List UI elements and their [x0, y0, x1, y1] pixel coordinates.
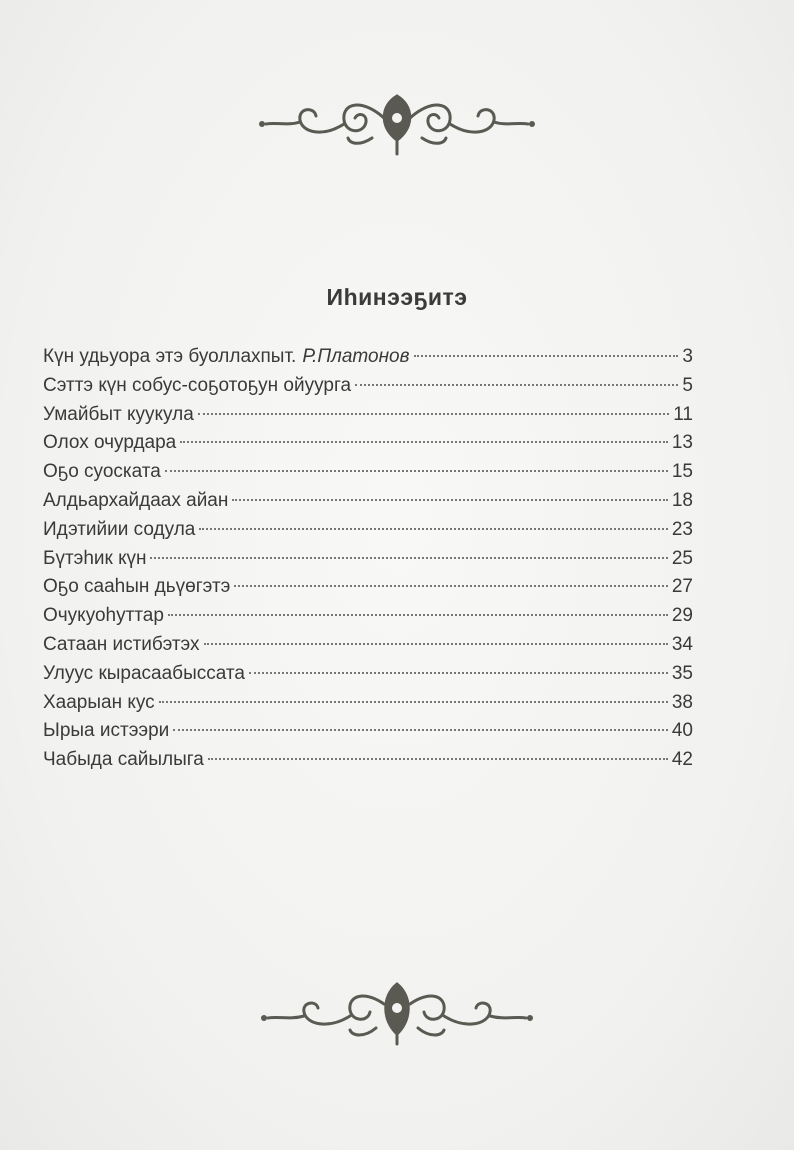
toc-entry-title: Күн удьуора этэ буоллахпыт.	[43, 346, 297, 367]
contents-title: Иһинээҕитэ	[326, 284, 468, 310]
toc-entry[interactable]	[43, 631, 693, 660]
dot-leader	[414, 355, 679, 357]
toc-page-number: 40	[671, 720, 693, 742]
toc-entry-title: Олох очурдара	[43, 432, 177, 454]
toc-page-number: 18	[671, 489, 693, 511]
toc-entry-title: Чабыда сайылыга	[43, 749, 204, 771]
toc-page-number: 15	[671, 461, 693, 483]
toc-page-number: 42	[671, 749, 693, 771]
bottom-ornament-icon	[252, 978, 542, 1048]
toc-page-number: 23	[671, 518, 693, 540]
dot-leader	[165, 470, 668, 472]
dot-leader	[173, 729, 668, 731]
dot-leader	[204, 643, 668, 645]
toc-entry-author: Р.Платонов	[302, 346, 410, 367]
toc-entry[interactable]	[43, 458, 693, 487]
toc-entry[interactable]	[43, 746, 693, 775]
toc-page-number: 3	[682, 346, 693, 367]
toc-entry-title: Оҕо суоската	[43, 461, 161, 483]
table-of-contents	[43, 343, 693, 775]
dot-leader	[150, 557, 667, 559]
toc-entry-title: Очукуоһуттар	[43, 605, 164, 627]
toc-entry-title: Ырыа истээри	[43, 720, 170, 742]
toc-entry[interactable]	[43, 372, 693, 401]
dot-leader	[234, 585, 668, 587]
toc-page-number: 13	[671, 432, 693, 454]
dot-leader	[208, 758, 668, 760]
toc-page-number: 11	[673, 403, 693, 425]
toc-entry[interactable]	[43, 573, 693, 602]
toc-entry-title: Хаарыан кус	[43, 691, 155, 713]
toc-page-number: 29	[671, 605, 693, 627]
toc-entry[interactable]	[43, 602, 693, 631]
toc-entry-title: Умайбыт куукула	[43, 403, 194, 425]
toc-entry-title: Сатаан истибэтэх	[43, 633, 200, 655]
toc-entry[interactable]	[43, 660, 693, 689]
toc-page-number: 35	[671, 662, 693, 684]
toc-entry-title: Улуус кырасаабыссата	[43, 662, 245, 684]
toc-entry-title: Алдьархайдаах айан	[43, 489, 229, 511]
toc-entry[interactable]	[43, 689, 693, 718]
toc-entry[interactable]	[43, 343, 693, 372]
dot-leader	[159, 701, 668, 703]
toc-entry-title: Идэтийии содула	[43, 518, 196, 540]
toc-page-number: 27	[671, 576, 693, 598]
dot-leader	[249, 672, 668, 674]
toc-entry[interactable]	[43, 516, 693, 545]
toc-page-number: 25	[671, 547, 693, 569]
toc-page-number: 5	[682, 374, 693, 396]
toc-page-number: 34	[671, 633, 693, 655]
dot-leader	[355, 384, 678, 386]
toc-entry[interactable]	[43, 717, 693, 746]
dot-leader	[180, 441, 668, 443]
toc-entry-title: Оҕо сааһын дьүөгэтэ	[43, 576, 231, 598]
toc-page-number: 38	[671, 691, 693, 713]
toc-entry[interactable]	[43, 429, 693, 458]
dot-leader	[198, 413, 669, 415]
dot-leader	[199, 528, 668, 530]
toc-entry-title: Сэттэ күн собус-соҕотоҕун ойуурга	[43, 374, 352, 396]
toc-entry[interactable]	[43, 545, 693, 574]
toc-entry[interactable]	[43, 401, 693, 430]
toc-entry-title: Бүтэһик күн	[43, 547, 147, 569]
dot-leader	[168, 614, 668, 616]
dot-leader	[232, 499, 667, 501]
top-ornament-icon	[252, 88, 542, 158]
toc-entry[interactable]	[43, 487, 693, 516]
